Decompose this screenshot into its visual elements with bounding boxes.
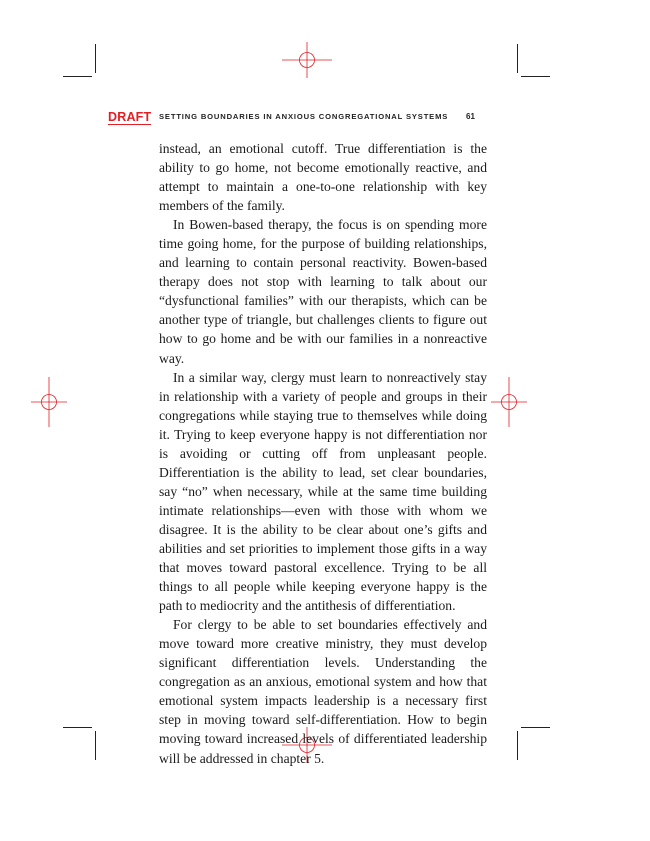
paragraph: instead, an emotional cutoff. True differentiation is the ability to go home, not become emotionally reactive, and attempt to maintain a one-to-one relationship with key members of the family. — [159, 141, 487, 214]
paragraph: For clergy to be able to set boundaries effectively and move toward more creative ministry, they must develop significant differentiation levels. Understanding the congregation as an anxious, emotional system and how that emotional system impacts leadership is a necessary first step in moving toward self-differentiation. How to begin moving toward increased levels of differentiated leadership will be addressed in chapter 5. — [159, 617, 487, 766]
crop-mark-bottom-left-vertical — [95, 731, 96, 760]
registration-mark-left — [31, 377, 67, 427]
body-text — [159, 139, 487, 768]
running-head: SETTING BOUNDARIES IN ANXIOUS CONGREGATIONAL SYSTEMS — [159, 112, 449, 121]
registration-mark-top — [282, 42, 332, 78]
page-number: 61 — [466, 112, 475, 121]
draft-label: DRAFT — [108, 110, 152, 124]
crop-mark-bottom-right-vertical — [517, 731, 518, 760]
registration-mark-right — [491, 377, 527, 427]
paragraph: In a similar way, clergy must learn to nonreactively stay in relationship with a variety of people and groups in their congregations while staying true to themselves while doing it. Trying to keep everyone happy is not differentiation nor is avoiding or cutting off from unpleasant people. Differentiation is the ability to lead, set clear boundaries, say “no” when necessary, while at the same time building intimate relationships—even with those with whom we disagree. It is the ability to be clear about one’s gifts and abilities and set priorities to implement those gifts in a way that moves toward pastoral excellence. Trying to be all things to all people while keeping everyone happy is the path to mediocrity and the antithesis of differentiation. — [159, 369, 487, 614]
crop-mark-top-left-vertical — [95, 44, 96, 73]
crop-mark-bottom-right-horizontal — [521, 727, 550, 728]
crop-mark-top-left-horizontal — [63, 76, 92, 77]
paragraph: In Bowen-based therapy, the focus is on spending more time going home, for the purpose of building relationships, and learning to contain personal reactivity. Bowen-based therapy does not stop with learning to talk about our “dysfunctional families” with our therapists, which can be another type of triangle, but challenges clients to figure out how to go home and be with our families in a nonreactive way. — [159, 217, 487, 366]
crop-mark-bottom-left-horizontal — [63, 727, 92, 728]
crop-mark-top-right-vertical — [517, 44, 518, 73]
crop-mark-top-right-horizontal — [521, 76, 550, 77]
